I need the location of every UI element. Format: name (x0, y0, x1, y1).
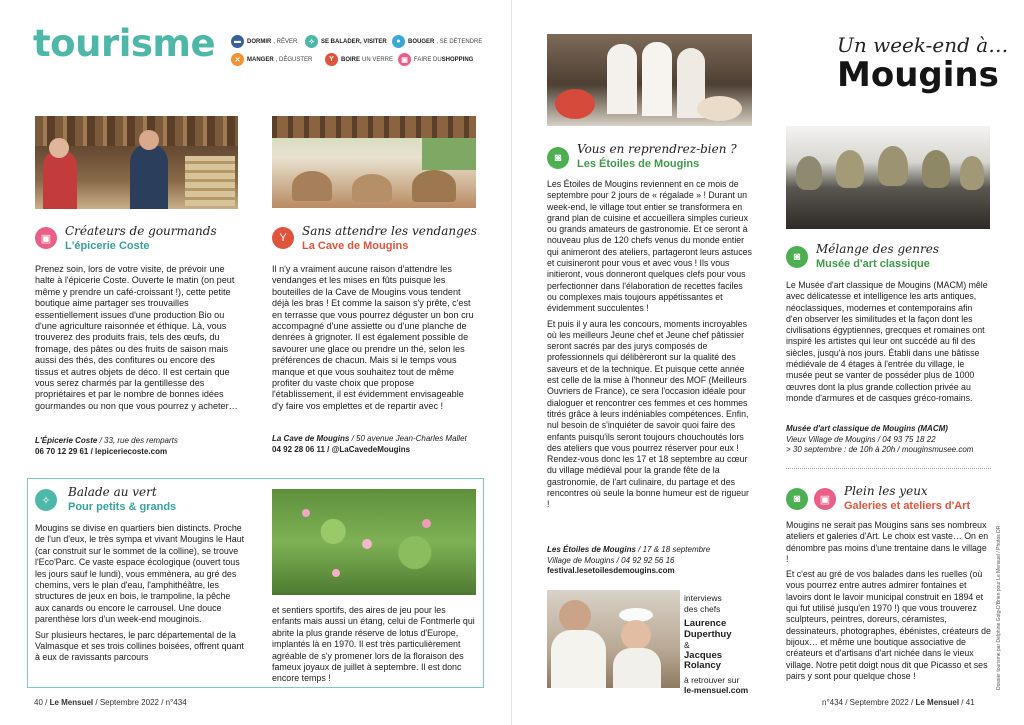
folio-right: n°434 / Septembre 2022 / Le Mensuel / 41 (822, 698, 975, 707)
bag-icon: ▣ (814, 488, 836, 510)
legend-item-manger: ✕ MANGER , DÉGUSTER (231, 53, 312, 66)
article-galeries-body: Mougins ne serait pas Mougins sans ses nombreux ateliers et galeries d'Art. Le choix est vaste… On en dénombre pas moins d'une trentaine dans le village ! Et c'est au gré de vos balades dans les ruelles (où vous pourrez entre autres admirer fontaines et lavoirs dont le lavoir municipal construit en 1894 et qui fut utilisé jusqu'en 1970 !) que vous trouverez sculpteurs, peintres, doreurs, céramistes, dessinateurs, photographes, ébénistes, créateurs de bijoux… et même une boutique associative de créateurs et d'artisans d'art nichée dans le vieux village. Notre petit doigt nous dit que Picasso et ses pairs y sont pour quelque chose ! (786, 520, 991, 681)
photo-musee (786, 126, 990, 229)
folio-left: 40 / Le Mensuel / Septembre 2022 / n°434 (34, 698, 187, 707)
camera-icon: ◙ (786, 246, 808, 268)
article-musee-script: Mélange des genres (816, 242, 939, 256)
photo-lotus (272, 489, 476, 595)
article-musee-title: Musée d'art classique (816, 258, 930, 270)
article-galeries-script: Plein les yeux (844, 484, 928, 498)
glass-icon: Y (325, 53, 338, 66)
legend-item-boire: Y BOIRE UN VERRE (325, 53, 393, 66)
right-page (512, 0, 1024, 725)
article-balade-title: Pour petits & grands (68, 501, 177, 513)
interview-callout: interviews des chefs Laurence Duperthuy & Jacques Rolancy à retrouver sur le-mensuel.com (684, 593, 759, 696)
interview-link[interactable]: le-mensuel.com (684, 685, 749, 695)
walk-icon: ✧ (305, 35, 318, 48)
article-epicerie-script: Créateurs de gourmands (65, 224, 217, 238)
photo-credit: Dossier tourisme par Delphine Gotg-D'Brien pour Le Mensuel / Photos DR (996, 525, 1002, 690)
pin-icon: ● (392, 35, 405, 48)
glass-icon: Y (272, 227, 294, 249)
section-title: tourisme (33, 22, 216, 65)
article-epicerie-title: L'épicerie Coste (65, 240, 150, 252)
article-galeries-title: Galeries et ateliers d'Art (844, 500, 971, 512)
article-etoiles-address: Les Étoiles de Mougins / 17 & 18 septembre Village de Mougins / 04 92 92 56 16 festival.lesetoilesdemougins.com (547, 545, 711, 575)
article-balade-script: Balade au vert (68, 485, 157, 499)
article-etoiles-script: Vous en reprendrez-bien ? (577, 142, 737, 156)
article-balade-body-col1: Mougins se divise en quartiers bien distincts. Proche de l'un d'eux, le très sympa et vivant Mougins le Haut (car construit sur le sommet de la colline), se trouve l'Eco'Parc. Ce vaste espace écologique (ouvert tous les jours sauf le lundi), vous emmènera, au gré des chemins, vers le plan d'eau, l'amphithéâtre, les structures de jeux en bois, le trampoline, la pêche aux canards ou encore le carrousel. Une douce parenthèse lors d'un week-end mouginois. Sur plusieurs hectares, le parc départemental de la Valmasque et ses trois collines boisées, offrent quant à eux de ravissants parcours (35, 523, 245, 663)
legend-item-dormir: ▬ DORMIR , RÊVER (231, 35, 297, 48)
article-epicerie-address: L'Épicerie Coste / 33, rue des remparts 06 70 12 29 61 / lepiceriecoste.com (35, 436, 178, 456)
photo-cave (272, 116, 476, 208)
article-cave-title: La Cave de Mougins (302, 240, 409, 252)
article-cave-address: La Cave de Mougins / 50 avenue Jean-Charles Mallet 04 92 28 06 11 / @LaCavedeMougins (272, 434, 467, 454)
bag-icon: ▣ (35, 227, 57, 249)
legend-item-shopping: ▣ FAIRE DU SHOPPING (398, 53, 475, 66)
article-cave-body: Il n'y a vraiment aucune raison d'attendre les vendanges et les mises en fûts puisque les bouteilles de la Cave de Mougins vous tendent déjà les bras ! Et comme la saison s'y prête, c'est en terrasse que vous pourrez déguster un bon cru accompagné d'une assiette ou d'une planche de denrées à grignoter. Il est également possible de savourer une glace ou prendre un thé, selon les préférences de chacun. Mais si le temps vous manque et que vous souhaitez tout de même profiter du vaste choix que propose l'établissement, il est évidemment envisageable d'y faire vos emplettes et de repartir avec ! (272, 264, 474, 411)
article-cave-script: Sans attendre les vendanges (302, 224, 478, 238)
bag-icon: ▣ (398, 53, 411, 66)
article-musee-body: Le Musée d'art classique de Mougins (MACM) mêle avec délicatesse et intelligence les arts antiques, néoclassiques, modernes et contemporains afin d'en observer les similitudes et la façon dont les civilisations égyptiennes, grecques et romaines ont inspiré les artistes qui leur ont succédé au fil des siècles, jusqu'à nos jours. Établi dans une bâtisse médiévale de 4 étages à l'entrée du village, le musée peut se vanter de posséder plus de 1000 œuvres dont la plus grande collection privée au monde d'armures et de casques gréco-romains. (786, 280, 988, 403)
article-etoiles-title: Les Étoiles de Mougins (577, 158, 700, 170)
page-title-script: Un week-end à… (837, 33, 1009, 57)
photo-interview (547, 590, 680, 688)
article-epicerie-body: Prenez soin, lors de votre visite, de prévoir une halte à l'épicerie Coste. Ouverte le matin (on peut même y prendre un café-croissant !), cette petite boutique aime partager ses trouvailles essentiellement issues d'une production Bio ou d'une agriculture raisonnée et éthique. Là, vous trouverez des produits frais, tels des œufs, du fromage, des pâtes ou des fruits de saison mais aussi des thés, des confitures ou encore des tissus et autres objets de déco. Il est certain que vous serez charmés par la gentillesse des propriétaires et par le nombre de bonnes idées gourmandes ou non que vous pourrez y acheter… (35, 264, 238, 411)
photo-chefs (547, 34, 752, 126)
legend-item-balader: ✧ SE BALADER, VISITER (305, 35, 389, 48)
article-musee-address: Musée d'art classique de Mougins (MACM) Vieux Village de Mougins / 04 93 75 18 22 > 30 septembre : de 10h à 20h / mouginsmusee.com (786, 424, 974, 454)
camera-icon: ◙ (786, 488, 808, 510)
fork-icon: ✕ (231, 53, 244, 66)
bed-icon: ▬ (231, 35, 244, 48)
article-balade-body-col2: et sentiers sportifs, des aires de jeu pour les enfants mais aussi un étang, celui de Fontmerle qui abrite la plus grande réserve de lotus d'Europe, implantés là en 1970. Il est très particulièrement agréable de s'y promener lors de la floraison des fameux joyaux de juillet à septembre. Il est donc encore temps ! (272, 605, 475, 684)
article-etoiles-body: Les Étoiles de Mougins reviennent en ce mois de septembre pour 2 jours de « régalade » ! Durant un week-end, le village tout entier se transformera en grand plan de cuisine et accueillera simples curieux ou grands amateurs de gastronomie. Et ce seront à nouveau plus de 120 chefs venus du monde entier qui animeront des ateliers, partageront leurs astuces et cuisineront pour vous et avec vous ! Ils vous initieront, vous donneront quelques clefs pour vous perfectionner dans l'élaboration de recettes faciles ou complexes mais toujours appétissantes et évidemment succulentes ! Et puis il y aura les concours, moments incroyables où les meilleurs Jeune chef et Jeune chef pâtissier seront sacrés par des jurys composés de professionnels qui délibèreront sur la qualité des saveurs et de la technique. Et puisque cette année est celle de la mise à l'honneur des MOF (Meilleurs Ouvriers de France), ce sera l'occasion idéale pour dialoguer et rencontrer ces femmes et ces hommes titrés grâce à leurs indéniables compétences. Enfin, nul besoin de s'inquiéter de savoir quoi faire des enfants puisqu'ils seront toujours chouchoutés lors des ateliers que vous pourrez réserver pour eux ! Rendez-vous donc les 17 et 18 septembre au cœur du village médiéval pour la grande fête de la gastronomie, de l'art culinaire, du partage et des rencontres où seule la bonne humeur est de rigueur ! (547, 179, 752, 510)
camera-icon: ◙ (547, 147, 569, 169)
walk-icon: ✧ (35, 489, 57, 511)
page-title: Mougins (837, 55, 999, 95)
photo-epicerie (35, 116, 238, 209)
legend-item-bouger: ● BOUGER , SE DÉTENDRE (392, 35, 482, 48)
divider (786, 468, 991, 469)
